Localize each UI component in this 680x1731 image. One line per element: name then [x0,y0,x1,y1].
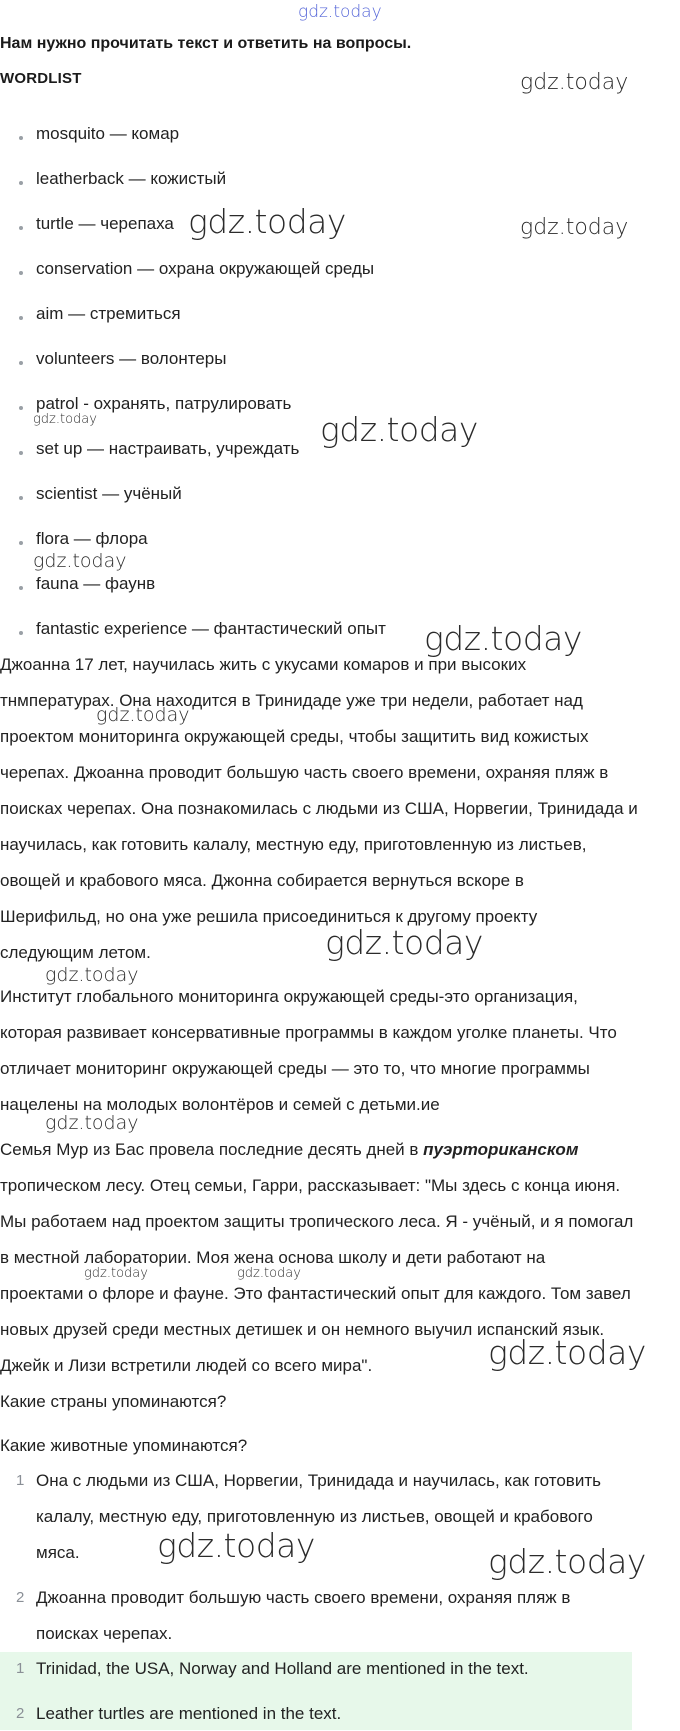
paragraph-line: новых друзей среди местных детишек и он немного выучил испанский язык. [0,1320,605,1339]
paragraph-line: проектами о флоре и фауне. Это фантастический опыт для каждого. Том завел [0,1284,631,1303]
question-countries: Какие страны упоминаются? [0,1392,227,1411]
wordlist-item: leatherback — кожистый [36,169,227,188]
watermark: gdz.today [520,215,629,240]
watermark: gdz.today [33,412,97,427]
watermark: gdz.today [325,923,483,962]
answer-number: 2 [16,1705,25,1722]
wordlist-item: turtle — черепаха [36,214,174,233]
paragraph-line: в местной лаборатории. Моя жена основа школу и дети работают на [0,1248,546,1267]
watermark: gdz.today [157,1526,315,1565]
intro-heading: Нам нужно прочитать текст и ответить на вопросы. [0,35,412,52]
bullet-dot [19,316,23,320]
top-watermark: gdz.today [298,2,382,22]
question-animals: Какие животные упоминаются? [0,1436,248,1455]
watermark: gdz.today [488,1333,646,1372]
wordlist-title: WORDLIST [0,70,82,87]
list-item-line: Она с людьми из США, Норвегии, Тринидада и научилась, как готовить [36,1471,601,1490]
wordlist-item: conservation — охрана окружающей среды [36,259,375,278]
watermark: gdz.today [84,1266,148,1281]
watermark: gdz.today [45,964,139,986]
bullet-dot [19,361,23,365]
paragraph-line: которая развивает консервативные программы в каждом уголке планеты. Что [0,1023,617,1042]
paragraph-line: научилась, как готовить калалу, местную еду, приготовленную из листьев, [0,835,587,854]
answer-text: Leather turtles are mentioned in the text. [36,1704,342,1723]
wordlist-item: fauna — фаунв [36,574,156,593]
paragraph-line: проектом мониторинга окружающей среды, чтобы защитить вид кожистых [0,727,589,746]
answer-text: Trinidad, the USA, Norway and Holland are mentioned in the text. [36,1659,529,1678]
list-number: 2 [16,1589,25,1606]
bullet-dot [19,451,23,455]
paragraph-line: поисках черепах. Она познакомилась с людьми из США, Норвегии, Тринидада и [0,799,638,818]
list-number: 1 [16,1472,25,1489]
bullet-dot [19,541,23,545]
watermark: gdz.today [45,1112,139,1134]
paragraph-line: овощей и крабового мяса. Джонна собирается вернуться вскоре в [0,871,524,890]
paragraph-line: Джейк и Лизи встретили людей со всего мира". [0,1356,373,1375]
list-item-line: калалу, местную еду, приготовленную из листьев, овощей и крабового [36,1507,593,1526]
watermark: gdz.today [488,1542,646,1581]
list-item-line: мяса. [36,1543,80,1562]
wordlist-item: set up — настраивать, учреждать [36,439,300,458]
bullet-dot [19,496,23,500]
watermark: gdz.today [96,704,190,726]
wordlist-item: mosquito — комар [36,124,180,143]
watermark: gdz.today [188,202,346,241]
wordlist-item: volunteers — волонтеры [36,349,227,368]
paragraph-line: тропическом лесу. Отец семьи, Гарри, рассказывает: "Мы здесь с конца июня. [0,1176,621,1195]
paragraph-line [0,1140,578,1160]
emphasis-word: пуэрториканском [423,1140,579,1159]
bullet-dot [19,631,23,635]
bullet-dot [19,226,23,230]
wordlist-item: fantastic experience — фантастический опыт [36,619,386,638]
paragraph-line: Шерифильд, но она уже решила присоединиться к другому проекту [0,907,538,926]
watermark: gdz.today [424,619,582,658]
answer-number: 1 [16,1660,25,1677]
paragraph-line: черепах. Джоанна проводит большую часть своего времени, охраняя пляж в [0,763,609,782]
list-item-line: поисках черепах. [36,1624,173,1643]
wordlist-item: aim — стремиться [36,304,181,323]
wordlist-item: flora — флора [36,529,148,548]
paragraph-line: отличает мониторинг окружающей среды — это то, что многие программы [0,1059,590,1078]
paragraph-line: Мы работаем над проектом защиты тропического леса. Я - учёный, и я помогал [0,1212,634,1231]
wordlist-item: scientist — учёный [36,484,182,503]
watermark: gdz.today [33,550,127,572]
paragraph-line-start: Семья Мур из Бас провела последние десять дней в [0,1140,424,1159]
watermark: gdz.today [320,410,478,449]
watermark: gdz.today [520,70,629,95]
bullet-dot [19,181,23,185]
list-item-line: Джоанна проводит большую часть своего времени, охраняя пляж в [36,1588,571,1607]
bullet-dot [19,586,23,590]
bullet-dot [19,136,23,140]
bullet-dot [19,406,23,410]
paragraph-line: тнмпературах. Она находится в Тринидаде уже три недели, работает над [0,691,583,710]
bullet-dot [19,271,23,275]
paragraph-line: Институт глобального мониторинга окружающей среды-это организация, [0,987,578,1006]
paragraph-line: нацелены на молодых волонтёров и семей с детьми.ие [0,1095,440,1114]
paragraph-line: Джоанна 17 лет, научилась жить с укусами комаров и при высоких [0,655,527,674]
watermark: gdz.today [237,1266,301,1281]
paragraph-line: следующим летом. [0,943,151,962]
wordlist-item: patrol - охранять, патрулировать [36,394,292,413]
